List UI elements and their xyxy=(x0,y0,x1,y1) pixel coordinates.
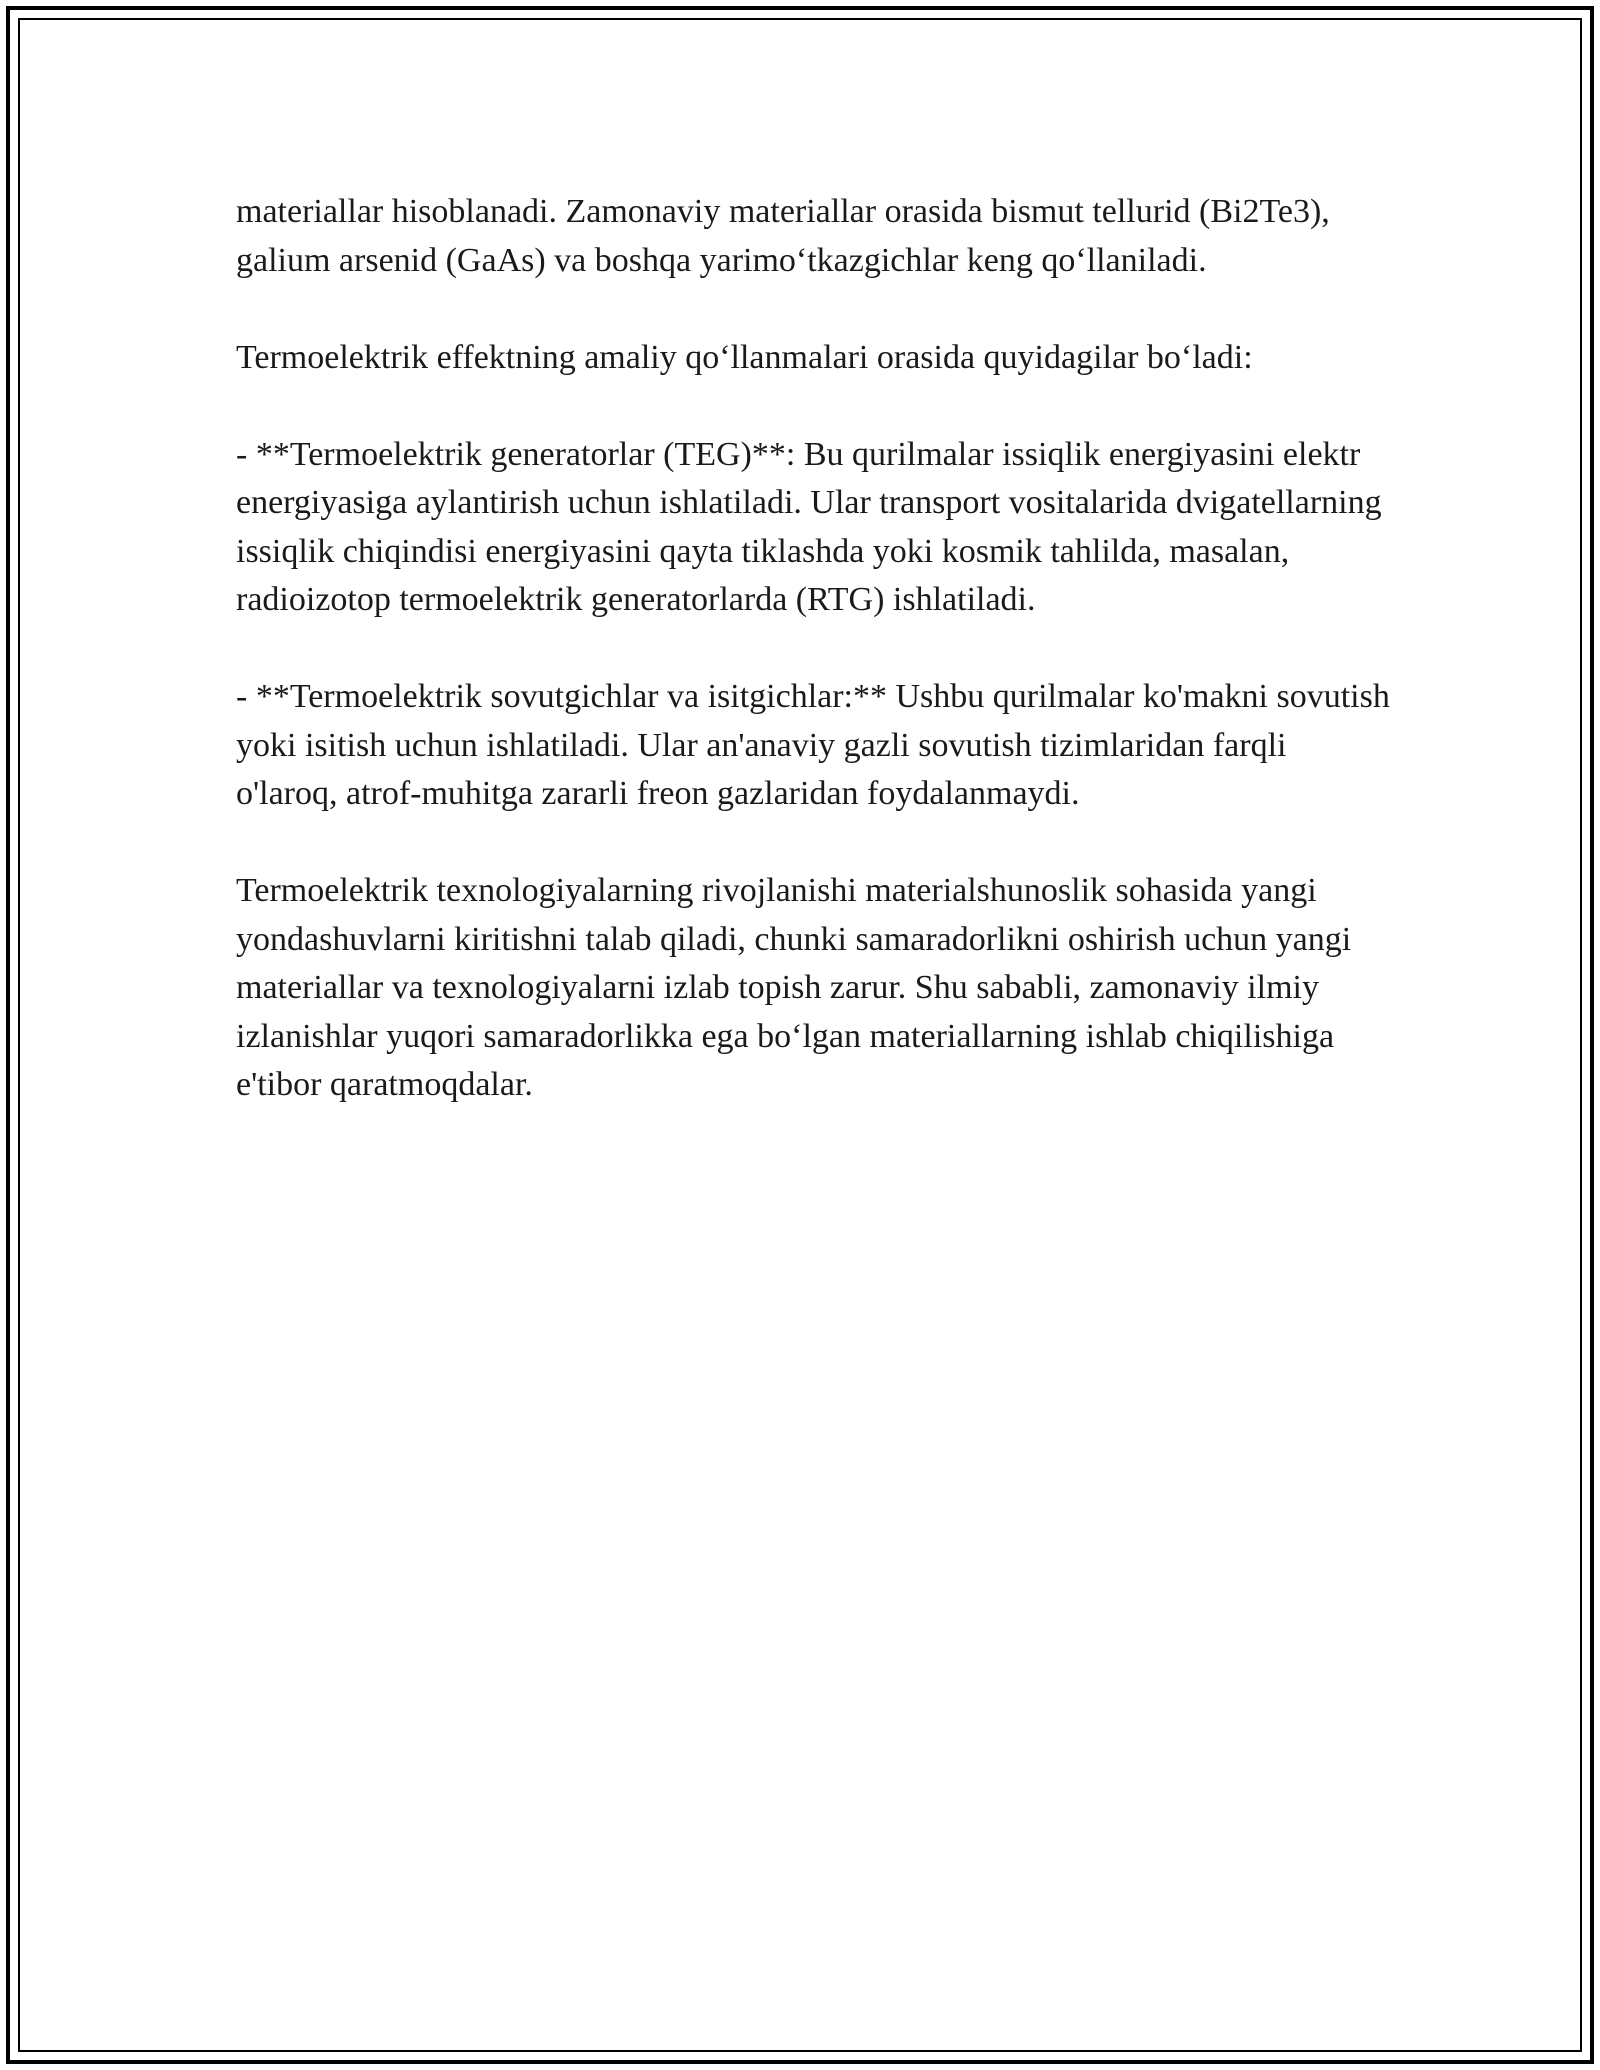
document-body xyxy=(236,188,1396,1158)
paragraph-conclusion: Termoelektrik texnologiyalarning rivojlanishi materialshunoslik sohasida yangi yondashuvlarni kiritishni talab qiladi, chunki samaradorlikni oshirish uchun yangi materiallar va texnologiyalarni izlab topish zarur. Shu sababli, zamonaviy ilmiy izlanishlar yuqori samaradorlikka ega bo‘lgan materiallarning ishlab chiqilishiga e'tibor qaratmoqdalar. xyxy=(236,872,1352,1103)
paragraph-coolers-heaters: - **Termoelektrik sovutgichlar va isitgichlar:** Ushbu qurilmalar ko'makni sovutish yoki isitish uchun ishlatiladi. Ular an'anaviy gazli sovutish tizimlaridan farqli o'laroq, atrof-muhitga zararli freon gazlaridan foydalanmaydi. xyxy=(236,678,1390,812)
paragraph-generators: - **Termoelektrik generatorlar (TEG)**: Bu qurilmalar issiqlik energiyasini elektr energiyasiga aylantirish uchun ishlatiladi. Ular transport vositalarida dvigatellarning issiqlik chiqindisi energiyasini qayta tiklashda yoki kosmik tahlilda, masalan, radioizotop termoelektrik generatorlarda (RTG) ishlatiladi. xyxy=(236,435,1382,618)
paragraph-materials: materiallar hisoblanadi. Zamonaviy materiallar orasida bismut tellurid (Bi2Te3), galium arsenid (GaAs) va boshqa yarimo‘tkazgichlar keng qo‘llaniladi. xyxy=(236,193,1330,279)
paragraph-applications-intro: Termoelektrik effektning amaliy qo‘llanmalari orasida quyidagilar bo‘ladi: xyxy=(236,338,1253,376)
